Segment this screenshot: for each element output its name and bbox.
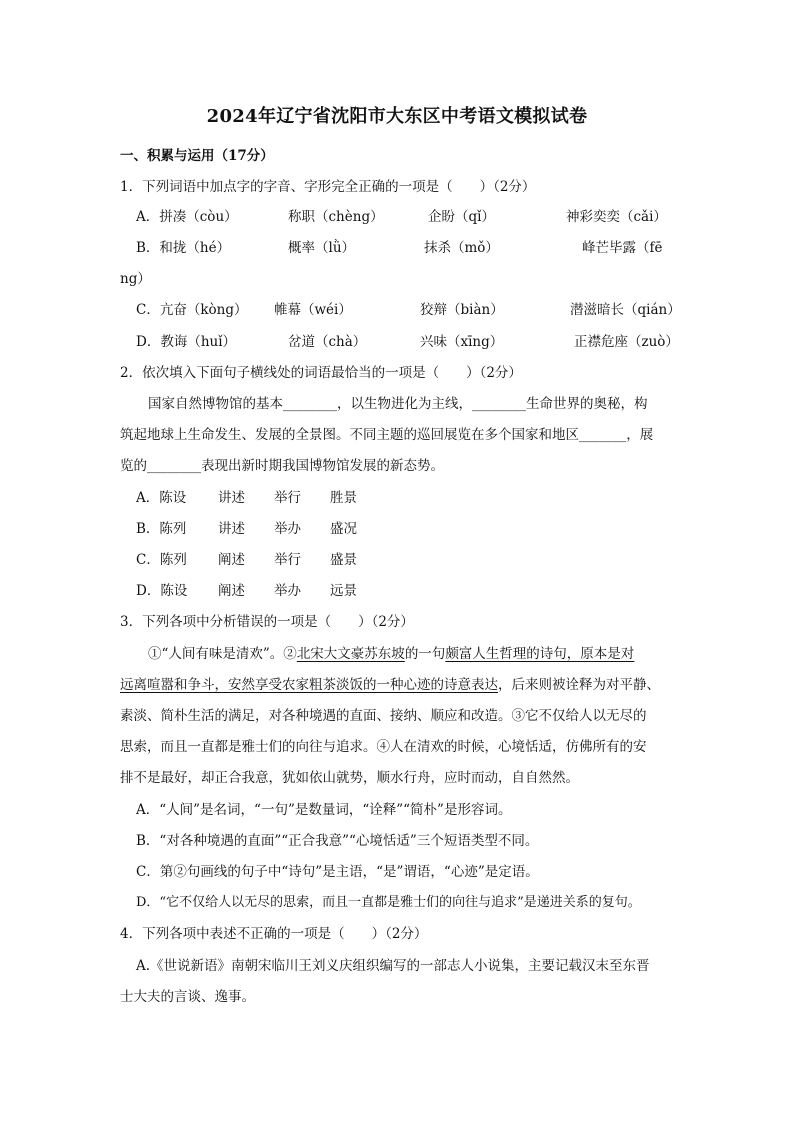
q2-option-a-item-1: A．陈设 bbox=[136, 490, 187, 506]
q1-option-c-item-1: C．亢奋（kòng） bbox=[136, 302, 248, 318]
q3-option-d: D．“它不仅给人以无尽的思索，而且一直都是雅士们的向往与追求”是递进关系的复句。 bbox=[136, 895, 641, 910]
q1-option-a-item-1: A．拼凑（còu） bbox=[136, 209, 238, 225]
q1-option-b-item-3: 抹杀（mǒ） bbox=[424, 240, 499, 256]
q2-option-d-item-4: 远景 bbox=[330, 583, 357, 599]
q1-option-c-item-2: 帷幕（wéi） bbox=[274, 302, 352, 318]
question-3-stem: 3．下列各项中分析错误的一项是（ ）（2分） bbox=[120, 614, 414, 630]
q1-option-b-wrap: ng） bbox=[120, 271, 151, 287]
page-title: 2024年辽宁省沈阳市大东区中考语文模拟试卷 bbox=[206, 106, 588, 127]
q2-option-a-item-3: 举行 bbox=[274, 490, 301, 506]
q1-option-d-item-2: 岔道（chà） bbox=[288, 334, 367, 350]
q2-option-b-item-2: 讲述 bbox=[218, 521, 245, 537]
question-1-stem: 1．下列词语中加点字的字音、字形完全正确的一项是（ ）（2分） bbox=[120, 179, 536, 195]
q4-option-a-line-1: A.《世说新语》南朝宋临川王刘义庆组织编写的一部志人小说集，主要记载汉末至东晋 bbox=[136, 958, 650, 974]
question-4-stem: 4．下列各项中表述不正确的一项是（ ）（2分） bbox=[120, 926, 428, 942]
q1-option-a-item-2: 称职（chèng） bbox=[288, 209, 384, 225]
q3-passage-part: 的一句 bbox=[404, 646, 446, 662]
q1-option-d-item-3: 兴味（xīng） bbox=[420, 334, 504, 350]
q3-underlined-phrase: 远离喧嚣和争斗，安然享受农家粗茶淡饭的一种心迹的诗意表达 bbox=[120, 677, 498, 693]
q3-passage-part: ，后来则被诠释为对平静、 bbox=[498, 677, 660, 693]
q3-passage-line-2 bbox=[120, 675, 660, 695]
q2-option-b-item-3: 举办 bbox=[274, 521, 301, 537]
q3-passage-line-5: 排不是最好，却正合我意，犹如依山就势，顺水行舟，应时而动，自自然然。 bbox=[120, 770, 579, 786]
q3-passage-line-3: 素淡、简朴生活的满足，对各种境遇的直面、接纳、顺应和改造。③它不仅给人以无尽的 bbox=[120, 708, 647, 724]
q1-option-d-item-1: D．教诲（huǐ） bbox=[136, 334, 237, 350]
q3-passage-line-1 bbox=[148, 644, 634, 664]
q2-option-b-item-1: B．陈列 bbox=[136, 521, 187, 537]
q1-option-a-item-3: 企盼（qǐ） bbox=[428, 209, 495, 225]
q1-option-b-item-2: 概率（lǜ） bbox=[288, 240, 356, 256]
q1-option-b-item-1: B．和拢（hé） bbox=[136, 240, 231, 256]
q1-option-d-item-4: 正襟危座（zuò） bbox=[574, 334, 679, 350]
q2-option-c-item-2: 阐述 bbox=[218, 552, 245, 568]
q3-underlined-phrase: 颇富人生哲理的诗句，原本是对 bbox=[445, 646, 635, 662]
q4-option-a-line-2: 士大夫的言谈、逸事。 bbox=[120, 989, 255, 1005]
q2-passage-line-2: 筑起地球上生命发生、发展的全景图。不同主题的巡回展览在多个国家和地区_______，展 bbox=[120, 427, 654, 443]
q1-option-b-item-4: 峰芒毕露（fē bbox=[582, 240, 663, 256]
q2-option-a-item-2: 讲述 bbox=[218, 490, 245, 506]
q1-option-c-item-4: 潜滋暗长（qián） bbox=[570, 302, 681, 318]
q2-option-c-item-4: 盛景 bbox=[330, 552, 357, 568]
q3-underlined-phrase: 北宋大文豪苏东坡 bbox=[296, 646, 405, 662]
section-heading: 一、积累与运用（17分） bbox=[120, 148, 274, 164]
question-2-stem: 2．依次填入下面句子横线处的词语最恰当的一项是（ ）（2分） bbox=[120, 365, 522, 381]
q2-option-d-item-1: D．陈设 bbox=[136, 583, 188, 599]
q3-option-c: C．第②句画线的句子中“诗句”是主语，“是”谓语，“心迹”是定语。 bbox=[136, 864, 539, 880]
q2-option-c-item-3: 举行 bbox=[274, 552, 301, 568]
q3-option-a: A．“人间”是名词，“一句”是数量词，“诠释”“简朴”是形容词。 bbox=[136, 802, 512, 818]
q2-passage-line-1: 国家自然博物馆的基本________，以生物进化为主线，________生命世界的奥秘，构 bbox=[148, 396, 648, 412]
q1-option-a-item-4: 神彩奕奕（cǎi） bbox=[566, 209, 667, 225]
q2-option-b-item-4: 盛况 bbox=[330, 521, 357, 537]
q2-option-d-item-3: 举办 bbox=[274, 583, 301, 599]
q2-option-d-item-2: 阐述 bbox=[218, 583, 245, 599]
q2-option-c-item-1: C．陈列 bbox=[136, 552, 187, 568]
q2-option-a-item-4: 胜景 bbox=[330, 490, 357, 506]
q3-passage-part: ①“人间有味是清欢”。② bbox=[148, 646, 297, 662]
q3-option-b: B．“对各种境遇的直面”“正合我意”“心境恬适”三个短语类型不同。 bbox=[136, 833, 539, 849]
q2-passage-line-3: 览的________表现出新时期我国博物馆发展的新态势。 bbox=[120, 458, 444, 474]
q1-option-c-item-3: 狡辩（biàn） bbox=[420, 302, 504, 318]
q3-passage-line-4: 思索，而且一直都是雅士们的向往与追求。④人在清欢的时候，心境恬适，仿佛所有的安 bbox=[120, 739, 647, 755]
